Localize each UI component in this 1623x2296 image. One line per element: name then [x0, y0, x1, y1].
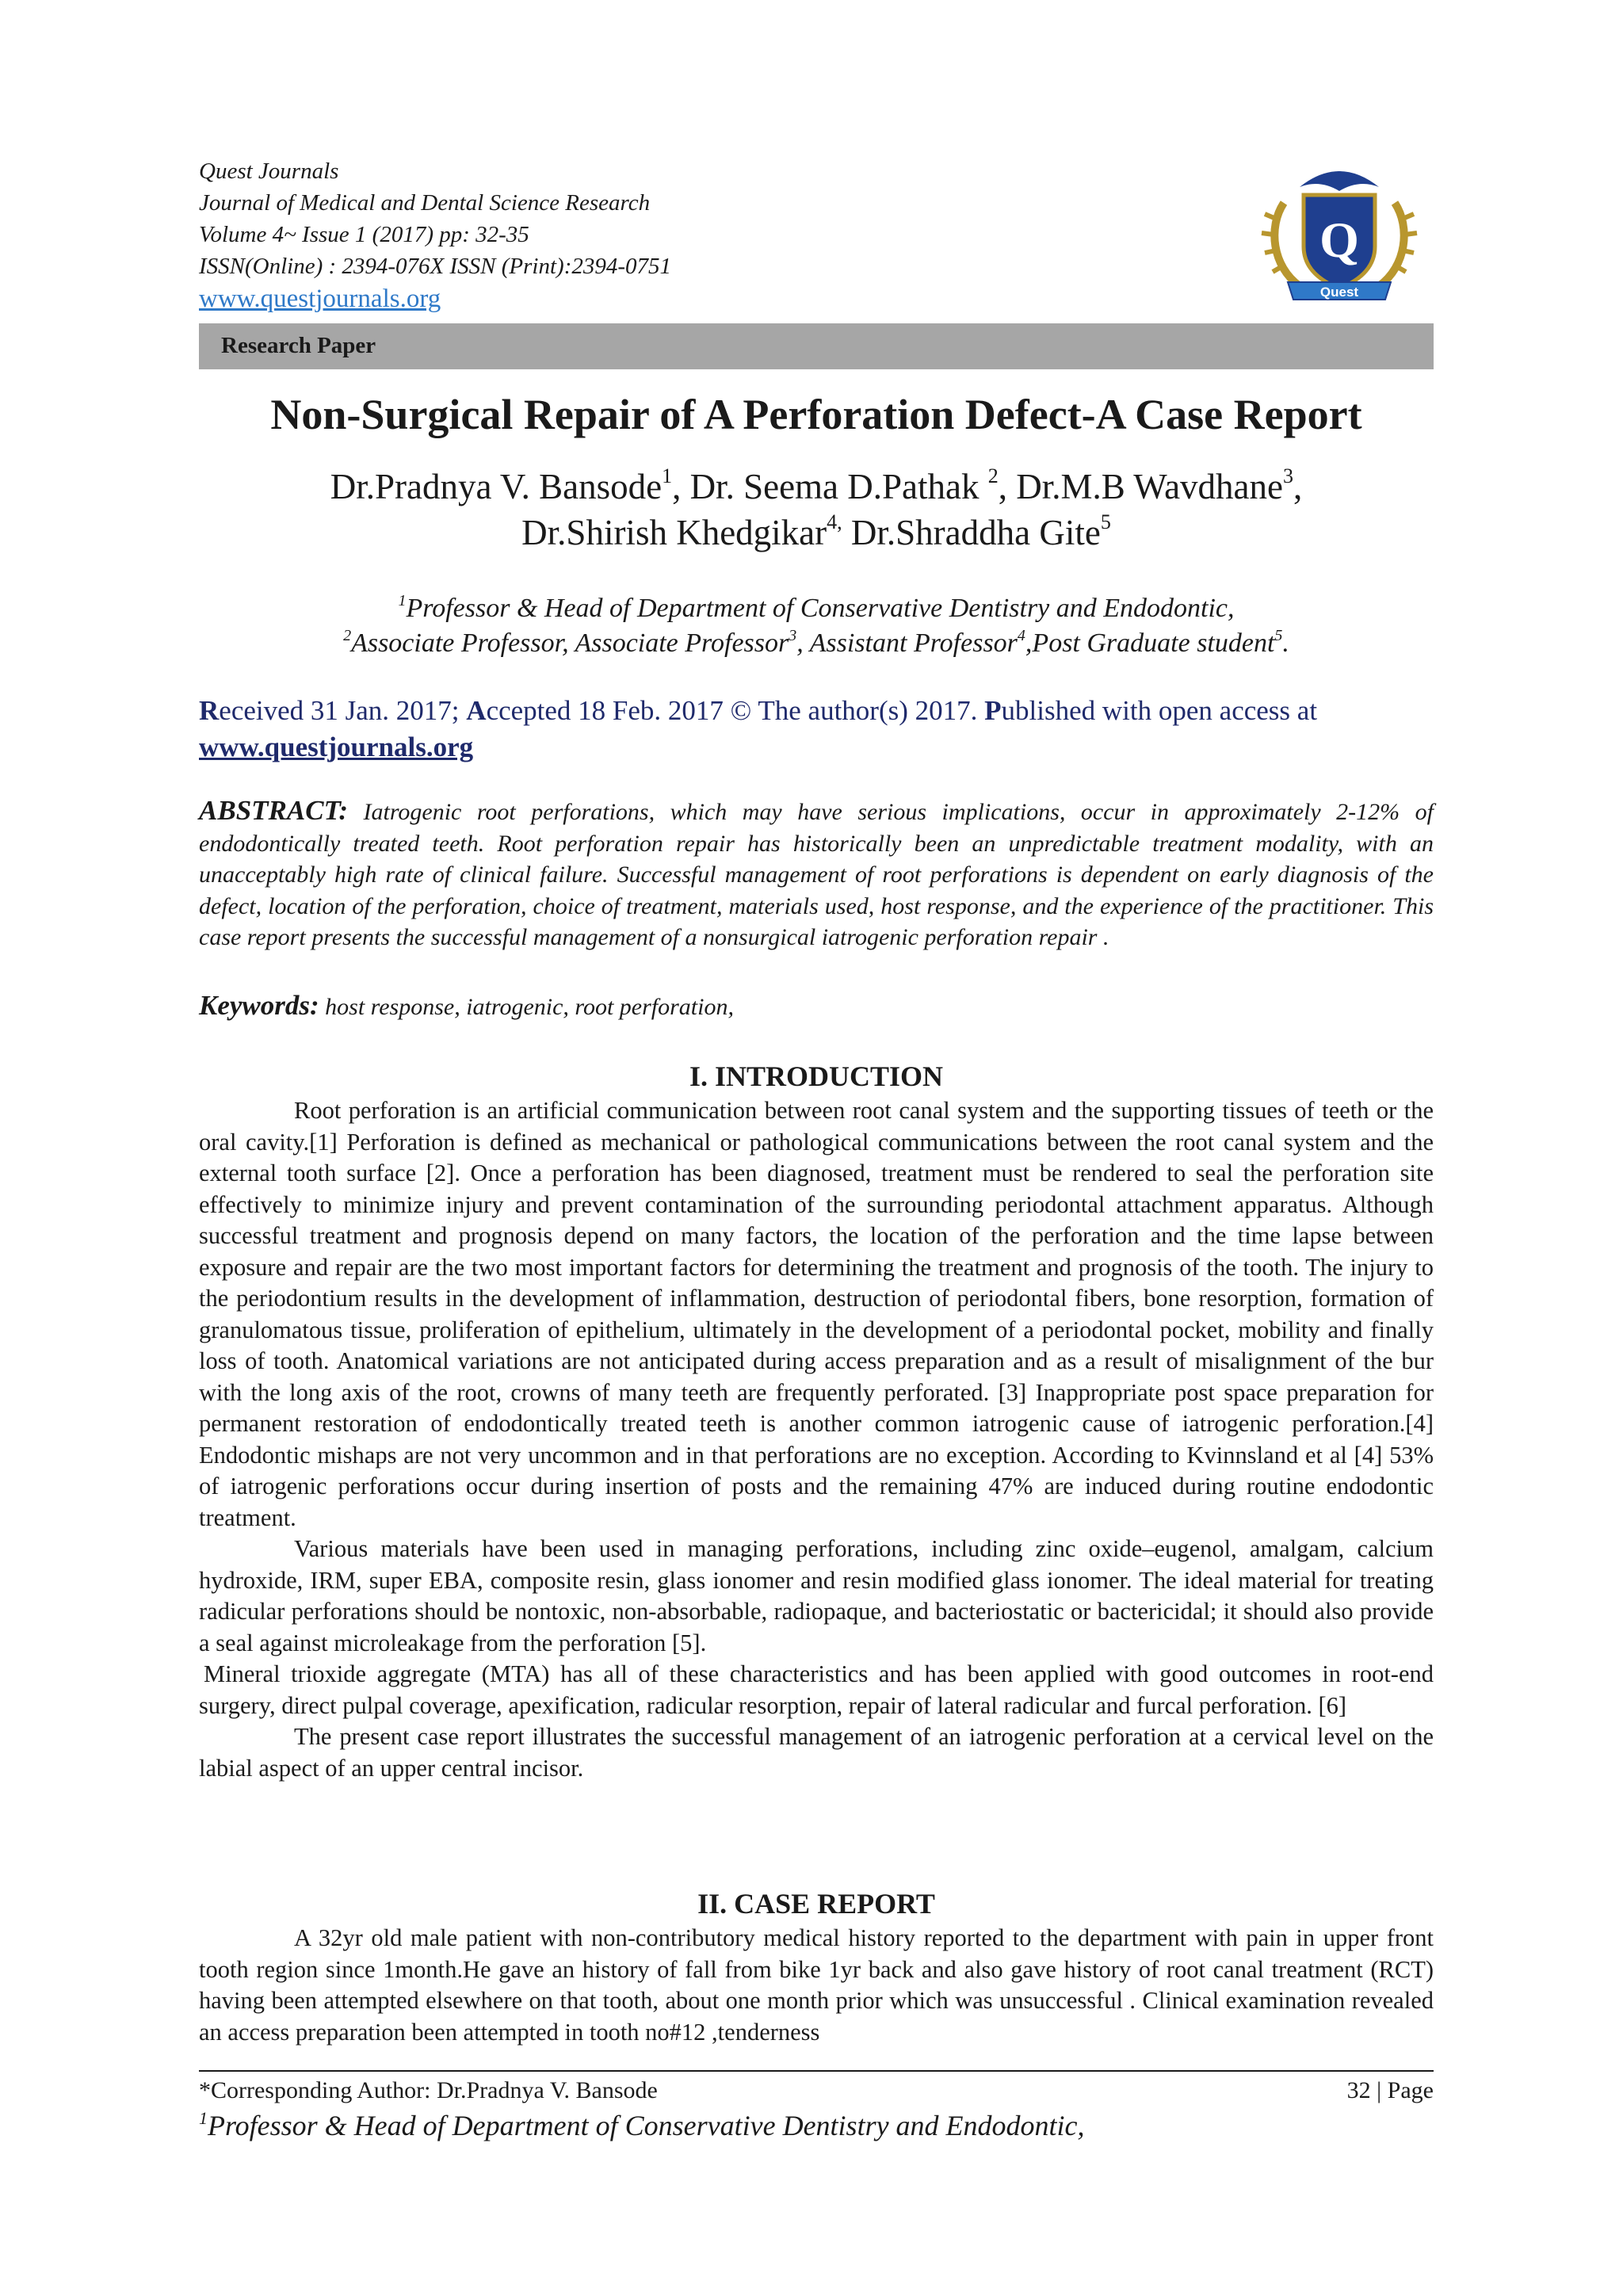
logo-letter: Q — [1319, 212, 1359, 268]
volume-info: Volume 4~ Issue 1 (2017) pp: 32-35 — [199, 222, 529, 247]
corresponding-author: *Corresponding Author: Dr.Pradnya V. Bansode — [199, 2077, 658, 2103]
intro-paragraph-4: The present case report illustrates the successful management of an iatrogenic perforation at a cervical level on the labial aspect of an upper central incisor. — [199, 1723, 1434, 1782]
abstract-text: Iatrogenic root perforations, which may have serious implications, occur in approximately 2-12% of endodontically treated teeth. Root perforation repair has historically been an unpredictable treatment modality, with an unacceptably high rate of clinical failure. Successful management of root perforations is dependent on early diagnosis of the defect, location of the perforation, choice of treatment, materials used, host response, and the experience of the practitioner. This case report presents the successful management of a nonsurgical iatrogenic perforation repair . — [199, 799, 1434, 950]
keywords-text: host response, iatrogenic, root perforation, — [325, 994, 734, 1020]
intro-paragraph-2: Various materials have been used in managing perforations, including zinc oxide–eugenol, amalgam, calcium hydroxide, IRM, super EBA, composite resin, glass ionomer and resin modified glass ionomer. The ideal material for treating radicular perforations should be nontoxic, non-absorbable, radiopaque, and bacteriostatic or bactericidal; it should also provide a seal against microleakage from the perforation [5]. — [199, 1535, 1434, 1656]
introduction-heading: I. INTRODUCTION — [689, 1060, 944, 1092]
case-paragraph-1: A 32yr old male patient with non-contributory medical history reported to the department with pain in upper front tooth region since 1month.He gave an history of fall from bike 1yr back and also gave history of root canal treatment (RCT) having been attempted elsewhere on that tooth, about one month prior which was unsuccessful . Clinical examination revealed an access preparation been attempted in tooth no#12 ,tenderness — [199, 1924, 1434, 2046]
abstract — [199, 795, 1434, 953]
keywords — [199, 990, 1434, 1023]
publisher-name: Quest Journals — [199, 159, 339, 184]
author-list — [199, 464, 1434, 556]
paper-title: Non-Surgical Repair of A Perforation Defect-A Case Report — [270, 391, 1362, 438]
intro-paragraph-3: Mineral trioxide aggregate (MTA) has all of these characteristics and has been applied with good outcomes in root-end surgery, direct pulpal coverage, apexification, radicular resorption, repair of lateral radicular and furcal perforation. [6] — [199, 1660, 1434, 1719]
keywords-label: Keywords: — [199, 990, 319, 1021]
footer-affiliation: $^1$Professor & Head of Department of Conservative Dentistry and Endodontic, — [199, 2108, 1085, 2141]
affiliation-line-1: $^1$Professor & Head of Department of Conservative Dentistry and Endodontic, — [398, 592, 1235, 623]
affiliations — [199, 591, 1434, 661]
author-line-2: Dr.Shirish Khedgikar$^{4,}$ Dr.Shraddha Gite$^5$ — [521, 510, 1111, 552]
journal-url[interactable]: www.questjournals.org — [199, 285, 441, 313]
open-access-link[interactable]: www.questjournals.org — [199, 732, 474, 762]
footer-divider — [199, 2070, 1434, 2072]
abstract-label: ABSTRACT: — [199, 795, 349, 826]
author-line-1: Dr.Pradnya V. Bansode$^1$, Dr. Seema D.Pathak $^2$, Dr.M.B Wavdhane$^3$, — [330, 464, 1303, 506]
introduction-body — [199, 1095, 1434, 1784]
paper-type-bar — [199, 323, 1434, 369]
page-number: 32 | Page — [1346, 2077, 1434, 2103]
journal-name: Journal of Medical and Dental Science Research — [199, 190, 651, 216]
publication-dates: Received 31 Jan. 2017; Accepted 18 Feb. 2017 © The author(s) 2017. Published with open access at www.questjournals.org — [199, 695, 1318, 762]
issn-info: ISSN(Online) : 2394-076X ISSN (Print):2394-0751 — [199, 254, 672, 279]
quest-logo — [1252, 155, 1426, 306]
journal-header — [199, 155, 1229, 315]
affiliation-line-2: $^2$Associate Professor, Associate Professor$^3$, Assistant Professor$^4$,Post Graduate student$^5$. — [343, 627, 1289, 658]
paper-type-label: Research Paper — [221, 333, 376, 358]
case-report-heading: II. CASE REPORT — [697, 1888, 935, 1920]
intro-paragraph-1: Root perforation is an artificial communication between root canal system and the supporting tissues of teeth or the oral cavity.[1] Perforation is defined as mechanical or pathological communications between the root canal system and the external tooth surface [2]. Once a perforation has been diagnosed, treatment must be rendered to seal the perforation site effectively to minimize injury and prevent contamination of the surrounding periodontal attachment apparatus. Although successful treatment and prognosis depend on many factors, the location of the perforation and the time lapse between exposure and repair are the two most important factors for determining the treatment and prognosis of the tooth. The injury to the periodontium results in the development of inflammation, destruction of periodontal fibers, bone resorption, formation of granulomatous tissue, proliferation of epithelium, ultimately in the development of a periodontal pocket, mobility and finally loss of tooth. Anatomical variations are not anticipated during access preparation and as a result of misalignment of the bur with the long axis of the root, crowns of many teeth are frequently perforated. [3] Inappropriate post space preparation for permanent restoration of endodontically treated teeth is another common iatrogenic cause of iatrogenic perforation.[4] Endodontic mishaps are not very uncommon and in that perforations are no exception. According to Kvinnsland et al [4] 53% of iatrogenic perforations occur during insertion of posts and the remaining 47% are induced during routine endodontic treatment. — [199, 1097, 1434, 1531]
case-report-body — [199, 1923, 1434, 2048]
logo-text: Quest — [1319, 285, 1359, 300]
